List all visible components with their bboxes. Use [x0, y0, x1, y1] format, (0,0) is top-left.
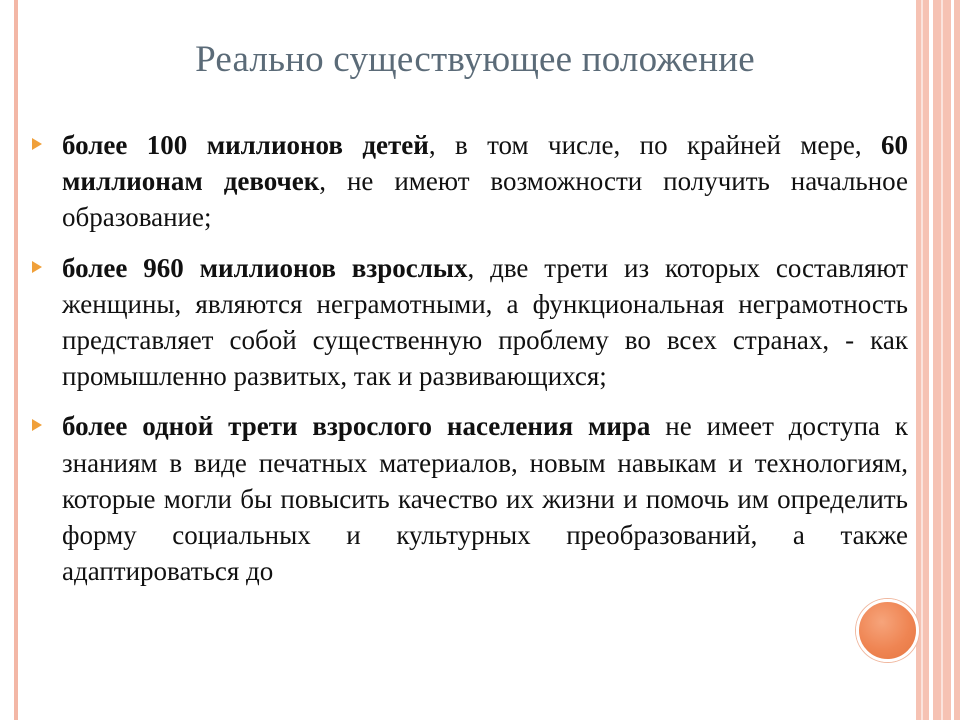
stripe-line [929, 0, 933, 720]
bullet-text: , не имеют возможности получить начальное образование; [62, 166, 908, 233]
bullet-bold-text: более одной трети взрослого населения мира [62, 411, 651, 442]
bullet-item [32, 250, 908, 395]
bullet-arrow-icon [32, 138, 42, 150]
bullet-text: не имеет доступа к знаниям в виде печатных материалов, новым навыкам и технологиям, которые могли бы повысить качество их жизни и помочь им определить форму социальных и культурных преобразований, а также адаптироваться до [62, 411, 908, 587]
bullet-item [32, 127, 908, 236]
orange-circle-badge [856, 599, 919, 662]
bullet-text: , две трети из которых составляют женщины, являются неграмотными, а функциональная неграмотность представляет собой существенную проблему во всех странах, - как промышленно развитых, так и развивающихся; [62, 252, 908, 392]
bullet-arrow-icon [32, 261, 42, 273]
bullet-item [32, 408, 908, 589]
stripe-line [941, 0, 943, 720]
slide-title: Реально существующее положение [195, 39, 755, 80]
left-frame-line [14, 0, 18, 720]
bullet-bold-text: 60 миллионам девочек [62, 130, 908, 197]
bullet-bold-text: более 100 миллионов детей [62, 130, 429, 160]
bullet-list [32, 127, 908, 603]
stripe-line [921, 0, 923, 720]
bullet-arrow-icon [32, 419, 42, 431]
bullet-text: , в том числе, по крайней мере, [428, 130, 881, 160]
bullet-bold-text: более 960 миллионов взрослых [62, 252, 468, 283]
stripe-line [951, 0, 954, 720]
